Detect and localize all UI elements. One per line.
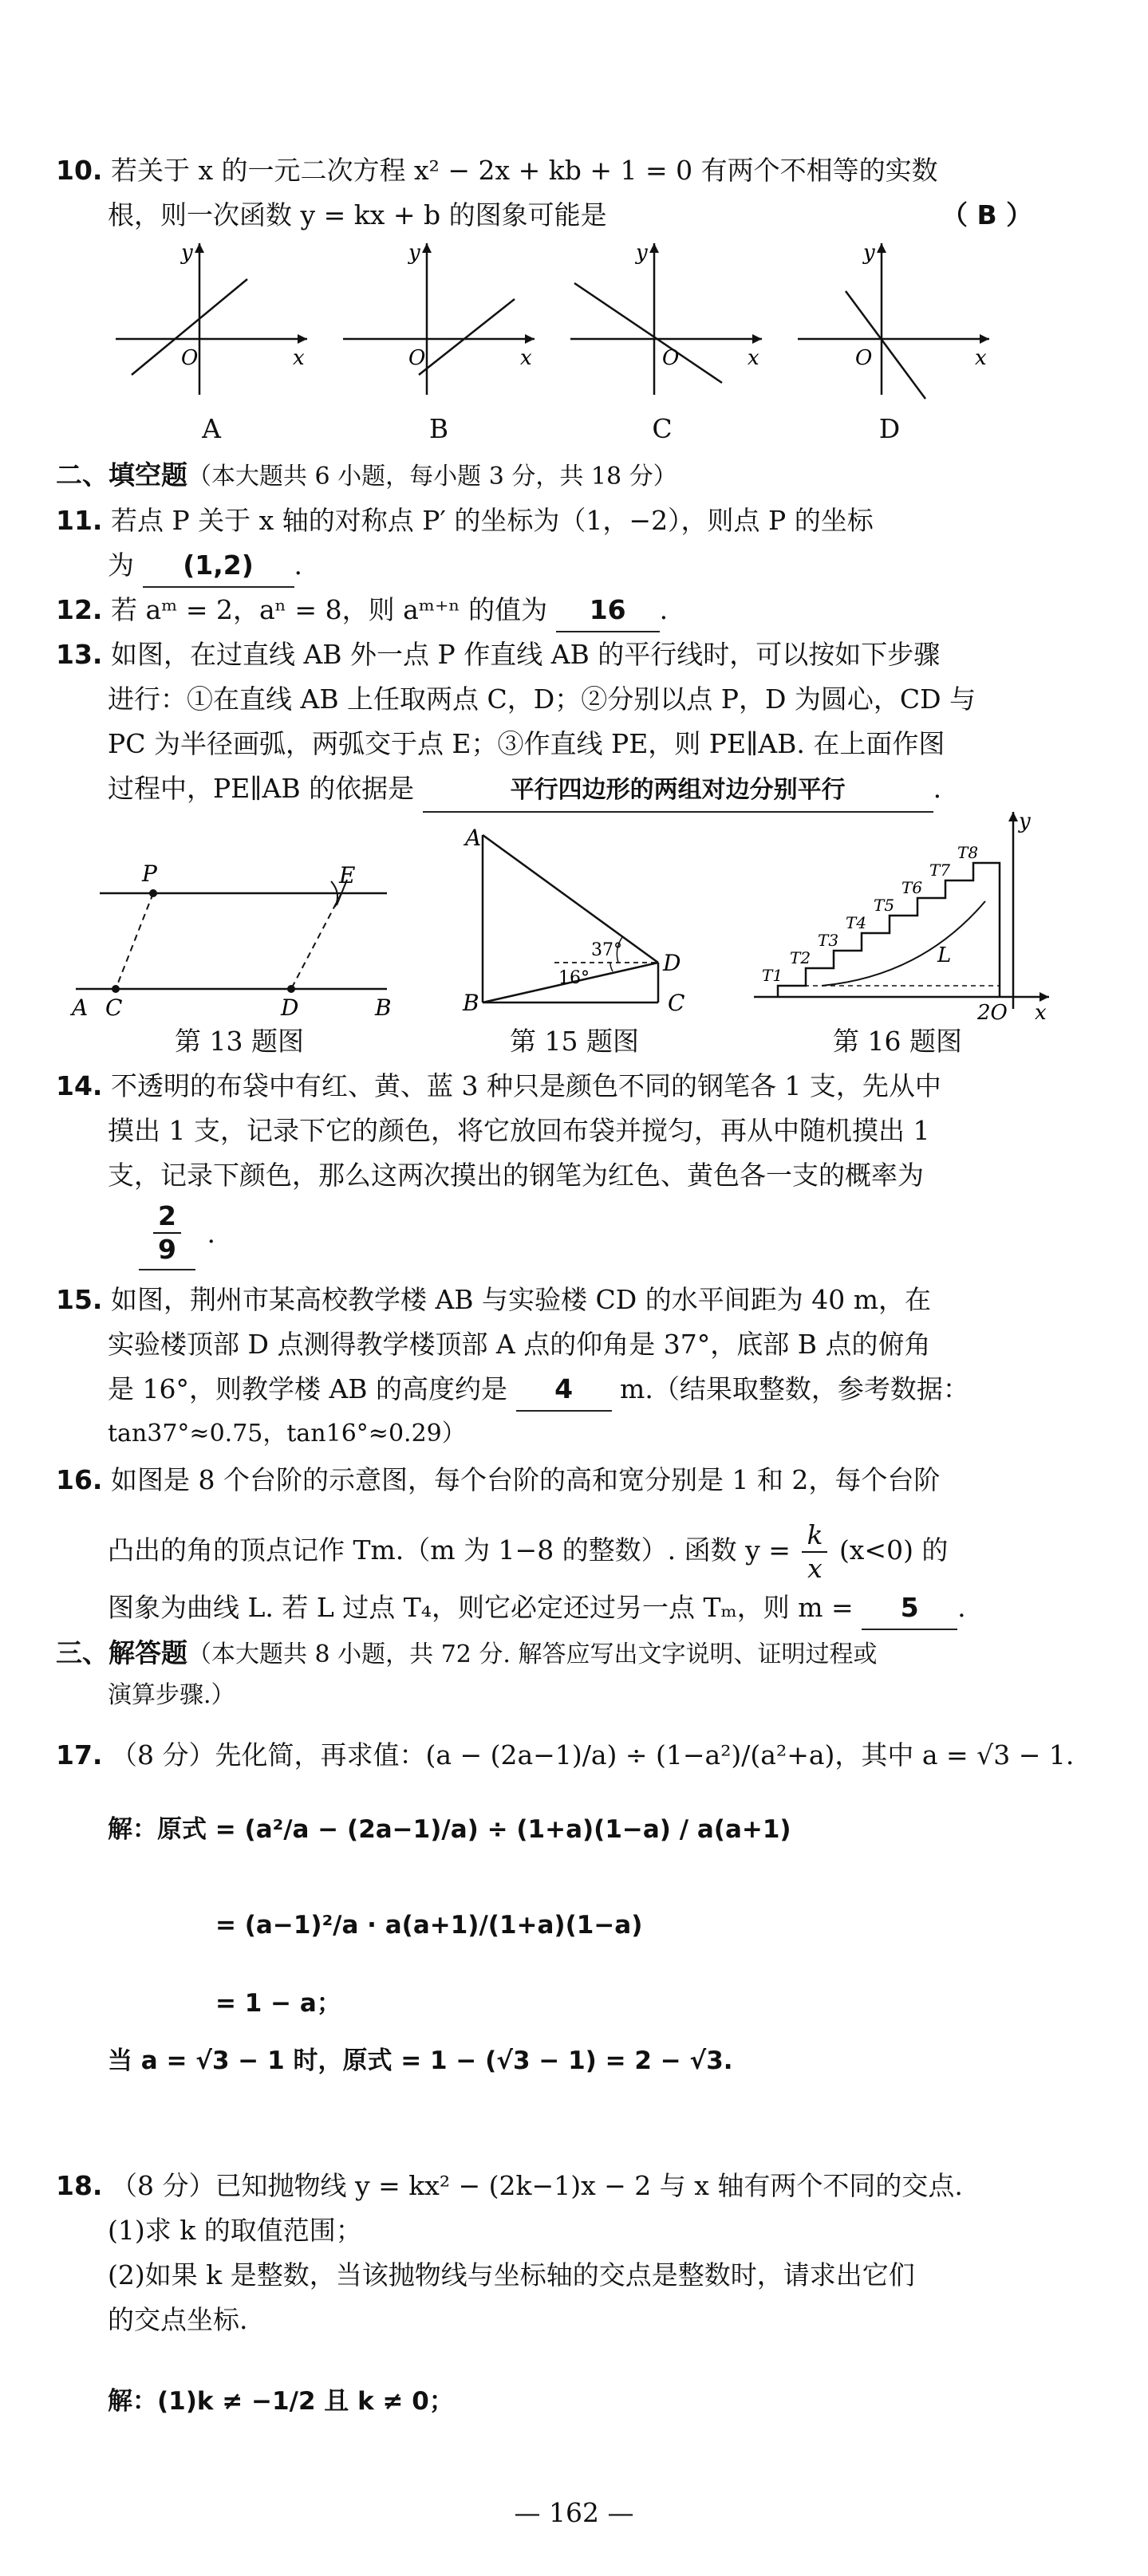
q14-text1: 不透明的布袋中有红、黄、蓝 3 种只是颜色不同的钢笔各 1 支，先从中 <box>110 1070 941 1101</box>
svg-text:y: y <box>181 241 193 265</box>
q16-post3: . <box>957 1592 966 1623</box>
q17-sol3: = 1 − a； <box>215 1989 341 2018</box>
fig16-label-t2: T2 <box>790 948 811 967</box>
fig16 <box>746 805 1057 1021</box>
q11-line1 <box>56 500 874 542</box>
q18-line2: (1)求 k 的取值范围； <box>108 2215 362 2246</box>
q11-number: 11. <box>56 505 103 536</box>
q17-number: 17. <box>56 1739 103 1771</box>
q14-line1 <box>56 1065 941 1107</box>
fig16-label-t3: T3 <box>818 931 839 950</box>
q14-post: . <box>207 1218 215 1249</box>
q10-option-a: A <box>202 413 221 444</box>
q15-line3 <box>108 1369 969 1412</box>
q10-graph-b <box>335 235 542 403</box>
q17-line1 <box>56 1735 1074 1776</box>
q17-sol4: 当 a = √3 − 1 时，原式 = 1 − (√3 − 1) = 2 − √3. <box>108 2046 733 2075</box>
fig13-label-b: B <box>375 995 392 1017</box>
page-number: — 162 — <box>514 2497 634 2528</box>
q18-line4: 的交点坐标. <box>108 2304 248 2335</box>
q10-graph-c <box>562 235 770 403</box>
q16-line2 <box>108 1519 948 1585</box>
fig16-label-y: y <box>1019 809 1031 833</box>
fig15-angle-37: 37° <box>591 940 622 960</box>
q16-line1 <box>56 1459 940 1501</box>
q15-answer: 4 <box>516 1369 612 1412</box>
q16-number: 16. <box>56 1464 103 1495</box>
q16-line3 <box>108 1587 966 1630</box>
q15-line2: 实验楼顶部 D 点测得教学楼顶部 A 点的仰角是 37°，底部 B 点的俯角 <box>108 1329 931 1360</box>
q12-line <box>56 589 668 632</box>
svg-text:y: y <box>636 241 648 265</box>
q14-answer-line <box>136 1200 215 1270</box>
q11-text1: 若点 P 关于 x 轴的对称点 P′ 的坐标为（1，−2），则点 P 的坐标 <box>110 505 874 536</box>
section3-title: 三、解答题 <box>56 1637 187 1668</box>
q16-pre3: 图象为曲线 L. 若 L 过点 T₄，则它必定还过另一点 Tₘ，则 m = <box>108 1592 854 1623</box>
q11-pre: 为 <box>108 549 134 581</box>
q12-post: . <box>659 594 669 625</box>
q15-post: m.（结果取整数，参考数据： <box>620 1373 969 1404</box>
q11-line2 <box>108 545 302 588</box>
q17-sol2: = (a−1)²/a · a(a+1)/(1+a)(1−a) <box>215 1911 643 1940</box>
section3-heading <box>56 1633 877 1676</box>
fig16-label-origin: 2O <box>977 1001 1008 1021</box>
q13-answer: 平行四边形的两组对边分别平行 <box>423 770 933 813</box>
fig15-label-c: C <box>668 990 685 1016</box>
fig15 <box>459 825 698 1017</box>
q13-pre: 过程中，PE∥AB 的依据是 <box>108 773 415 804</box>
fig16-label-t6: T6 <box>901 878 923 897</box>
svg-text:y: y <box>863 241 875 265</box>
q11-answer: (1,2) <box>143 545 294 588</box>
q18-sol1: 解：(1)k ≠ −1/2 且 k ≠ 0； <box>108 2387 454 2416</box>
svg-text:O: O <box>408 346 426 370</box>
q13-line1 <box>56 634 940 676</box>
q18-text1: （8 分）已知抛物线 y = kx² − (2k−1)x − 2 与 x 轴有两个不同的交点. <box>110 2170 963 2201</box>
section2-heading <box>56 455 677 498</box>
fig15-caption: 第 15 题图 <box>510 1026 639 1057</box>
svg-text:O: O <box>181 346 199 370</box>
svg-text:x: x <box>748 346 759 370</box>
q14-number: 14. <box>56 1070 103 1101</box>
q15-line1 <box>56 1279 931 1321</box>
fig13-label-c: C <box>105 995 123 1017</box>
section2-title: 二、填空题 <box>56 459 187 490</box>
q13-number: 13. <box>56 639 103 670</box>
q13-text1: 如图，在过直线 AB 外一点 P 作直线 AB 的平行线时，可以按如下步骤 <box>110 639 941 670</box>
q16-frac-num: k <box>802 1519 827 1553</box>
q10-answer: （ B ） <box>941 199 1033 230</box>
q10-option-c: C <box>652 413 673 444</box>
q10-text2: 根，则一次函数 y = kx + b 的图象可能是 <box>108 199 607 230</box>
svg-text:y: y <box>408 241 420 265</box>
q13-line3: PC 为半径画弧，两弧交于点 E；③作直线 PE，则 PE∥AB. 在上面作图 <box>108 728 945 759</box>
section3-desc2: 演算步骤.） <box>108 1681 235 1709</box>
q10-text1: 若关于 x 的一元二次方程 x² − 2x + kb + 1 = 0 有两个不相等的实数 <box>110 155 938 186</box>
fig15-angle-16: 16° <box>558 968 590 988</box>
svg-text:x: x <box>293 346 305 370</box>
q10-option-b: B <box>428 413 449 444</box>
q10-line1 <box>56 150 938 191</box>
fig16-label-t7: T7 <box>929 861 951 880</box>
q10-number: 10. <box>56 155 103 186</box>
q15-text1: 如图，荆州市某高校教学楼 AB 与实验楼 CD 的水平间距为 40 m，在 <box>110 1284 931 1315</box>
q14-answer-num: 2 <box>153 1200 181 1234</box>
fig13-label-d: D <box>281 995 299 1017</box>
fig13 <box>64 857 399 1017</box>
q18-line1 <box>56 2165 963 2207</box>
q14-answer <box>139 1200 195 1270</box>
q13-post: . <box>933 773 942 804</box>
q17-text: （8 分）先化简，再求值：(a − (2a−1)/a) ÷ (1−a²)/(a²+a)，其中 a = √3 − 1. <box>110 1739 1075 1771</box>
svg-text:O: O <box>855 346 873 370</box>
q10-line2 <box>108 195 607 236</box>
svg-text:x: x <box>520 346 532 370</box>
fig16-label-t8: T8 <box>957 843 979 862</box>
q16-pre: 凸出的角的顶点记作 Tm.（m 为 1−8 的整数）. 函数 y = <box>108 1534 791 1566</box>
fig16-caption: 第 16 题图 <box>833 1026 962 1057</box>
fig13-caption: 第 13 题图 <box>175 1026 304 1057</box>
q12-answer: 16 <box>556 589 660 632</box>
q16-fraction <box>802 1519 827 1585</box>
fig15-label-d: D <box>663 950 681 976</box>
q17-sol1: 解：原式 = (a²/a − (2a−1)/a) ÷ (1+a)(1−a) / a(a+1) <box>108 1815 791 1844</box>
fig13-label-e: E <box>339 862 356 888</box>
fig16-label-t5: T5 <box>874 896 895 915</box>
fig13-label-a: A <box>72 995 89 1017</box>
fig15-label-a: A <box>465 825 482 851</box>
fig16-label-t4: T4 <box>846 913 867 932</box>
q16-answer: 5 <box>862 1587 957 1630</box>
fig16-label-l: L <box>937 943 952 967</box>
svg-text:O: O <box>662 346 680 370</box>
q13-line2: 进行：①在直线 AB 上任取两点 C，D；②分别以点 P，D 为圆心，CD 与 <box>108 683 976 715</box>
svg-text:x: x <box>975 346 987 370</box>
q18-number: 18. <box>56 2170 103 2201</box>
q15-pre: 是 16°，则教学楼 AB 的高度约是 <box>108 1373 508 1404</box>
q12-number: 12. <box>56 594 103 625</box>
q10-graph-d <box>790 235 997 403</box>
q14-answer-den: 9 <box>158 1234 176 1265</box>
q16-frac-den: x <box>807 1553 823 1584</box>
q16-post: (x<0) 的 <box>838 1534 949 1566</box>
q12-text: 若 aᵐ = 2，aⁿ = 8，则 aᵐ⁺ⁿ 的值为 <box>110 594 548 625</box>
q18-line3: (2)如果 k 是整数，当该抛物线与坐标轴的交点是整数时，请求出它们 <box>108 2259 915 2290</box>
q15-line4: tan37°≈0.75，tan16°≈0.29） <box>108 1420 466 1448</box>
section3-desc: （本大题共 8 小题，共 72 分. 解答应写出文字说明、证明过程或 <box>187 1641 878 1668</box>
q15-number: 15. <box>56 1284 103 1315</box>
fig16-label-t1: T1 <box>762 966 783 985</box>
fig16-label-x: x <box>1035 1001 1047 1021</box>
q10-option-d: D <box>878 413 901 444</box>
fig15-label-b: B <box>463 990 479 1016</box>
q10-graph-a <box>108 235 315 403</box>
q16-text1: 如图是 8 个台阶的示意图，每个台阶的高和宽分别是 1 和 2，每个台阶 <box>110 1464 941 1495</box>
q11-post: . <box>294 549 302 581</box>
q14-line3: 支，记录下颜色，那么这两次摸出的钢笔为红色、黄色各一支的概率为 <box>108 1160 924 1191</box>
section2-desc: （本大题共 6 小题，每小题 3 分，共 18 分） <box>187 463 677 490</box>
fig13-label-p: P <box>142 861 157 887</box>
q14-line2: 摸出 1 支，记录下它的颜色，将它放回布袋并搅匀，再从中随机摸出 1 <box>108 1115 930 1146</box>
